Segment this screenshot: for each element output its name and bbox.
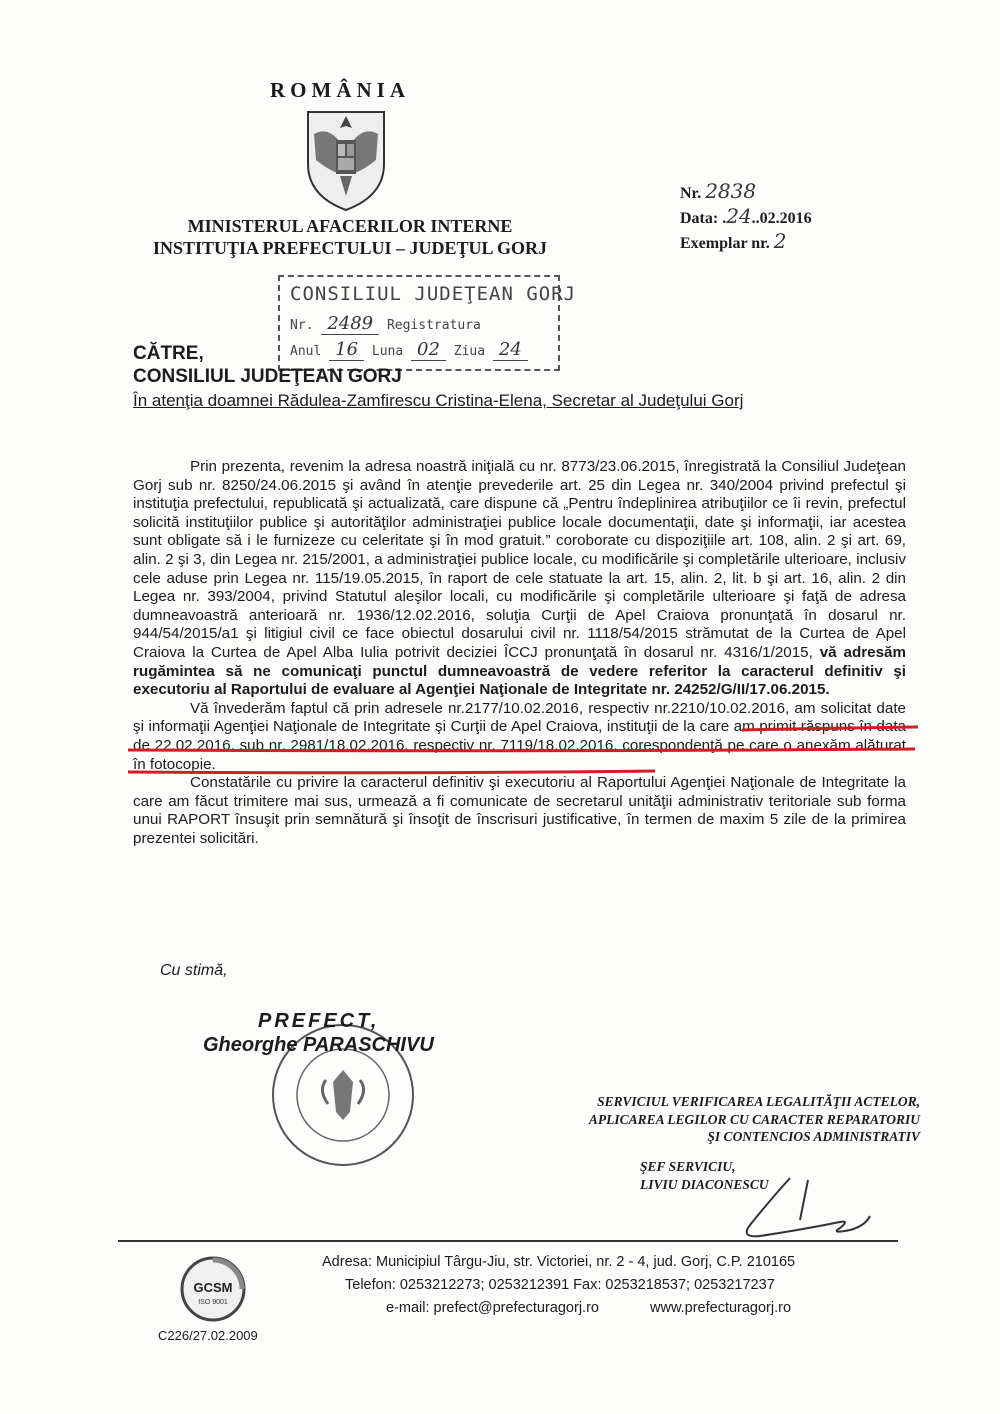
copy-value: 2 xyxy=(773,229,787,253)
footer-phone: Telefon: 0253212273; 0253212391 Fax: 0253218537; 0253217237 xyxy=(345,1277,775,1293)
to-label: CĂTRE, xyxy=(133,343,204,364)
document-meta: Nr. 2838 Data: .24..02.2016 Exemplar nr. 2 xyxy=(680,179,812,253)
chief-name: LIVIU DIACONESCU xyxy=(640,1176,769,1192)
footer-divider xyxy=(118,1240,898,1242)
service-block xyxy=(530,1093,920,1146)
handwritten-signature xyxy=(690,1170,880,1250)
iso-label: ISO 9001 xyxy=(198,1299,228,1306)
stamp-registry: Registratura xyxy=(386,318,481,333)
certificate-code: C226/27.02.2009 xyxy=(158,1328,258,1343)
country-heading: ROMÂNIA xyxy=(270,78,410,102)
paragraph-1-request: vă adresăm rugămintea să ne comunicaţi punctul dumneavoastră de vedere referitor la caracterul definitiv şi executoriu al Raportului de evaluare al Agenţiei Naţionale de Integritate nr. 24252/G/II/17.06.2015. xyxy=(133,643,906,699)
nr-label: Nr. xyxy=(680,185,702,202)
attention-line: În atenţia doamnei Rădulea-Zamfirescu Cristina-Elena, Secretar al Judeţului Gorj xyxy=(133,391,744,410)
paragraph-1-text: Prin prezenta, revenim la adresa noastră iniţială cu nr. 8773/23.06.2015, înregistrată la Consiliul Judeţean Gorj sub nr. 8250/24.06.2015 şi având în atenţie prevederile art. 25 din Legea nr. 340/2004 privind prefectul şi instituţia prefectului, republicată şi actualizată, care dispune că „Pentru îndeplinirea atribuţiilor ce îi revin, prefectul solicită instituţiilor publice şi autorităţilor administraţiei publice locale documentaţii, date şi informaţii, iar acestea sunt obligate să i le furnizeze cu celeritate şi în mod gratuit.” coroborate cu dispoziţiile art. 108, alin. 2 şi art. 69, alin. 2 şi 3, din Legea nr. 215/2001, a administraţiei publice locale, cu modificările şi completările ulterioare, inclusiv cele aduse prin Legea nr. 115/19.05.2015, în raport de cele statuate la art. 15, alin. 2, lit. b şi art. 16, alin. 2 din Legea nr. 393/2004, privind Statutul aleşilor locali, cu modificările şi completările ulterioare şi faţă de adresa dumneavoastră anterioară nr. 1936/12.02.2016, soluţia Curţii de Apel Craiova pronunţată în dosarul nr. 944/54/2015/a1 şi litigiul civil ce face obiectul dosarului civil nr. 1118/54/2015 strămutat de la Curtea de Apel Craiova la Curtea de Apel Alba Iulia potrivit deciziei ÎCCJ pronunţată în dosarul nr. 4316/1/2015, xyxy=(133,458,906,661)
ministry-name: MINISTERUL AFACERILOR INTERNE xyxy=(187,216,513,236)
stamp-year-label: Anul xyxy=(290,344,322,359)
recipient-block xyxy=(133,342,402,388)
coat-of-arms-icon xyxy=(300,104,392,212)
paragraph-2: Vă învederăm faptul că prin adresele nr.2177/10.02.2016, respectiv nr.2210/10.02.2016, am solicitat date şi informaţii Agenţiei Naţionale de Integritate şi Curţii de Apel Craiova, instituţii de la care am primit răspuns în data de 22.02.2016, sub nr. 2981/18.02.2016, respectiv nr. 7119/18.02.2016, corespondenţă pe care o anexăm alăturat în fotocopie. xyxy=(133,699,906,773)
paragraph-1 xyxy=(133,458,906,700)
institution-name: INSTITUŢIA PREFECTULUI – JUDEŢUL GORJ xyxy=(152,238,548,258)
stamp-month-value: 02 xyxy=(411,339,446,361)
stamp-day-label: Ziua xyxy=(453,344,486,359)
stamp-day-value: 24 xyxy=(493,339,528,361)
paragraph-3: Constatările cu privire la caracterul definitiv şi executoriu al Raportului Agenţiei Naţionale de Integritate la care am făcut trimitere mai sus, urmează a fi comunicate de secretarul unităţii administrativ teritoriale sub forma unui RAPORT însuşit prin semnătură şi însoţit de înscrisuri justificative, în termen de maxim 5 zile de la primirea prezentei solicitări. xyxy=(133,774,906,847)
stamp-nr-label: Nr. xyxy=(290,318,314,333)
signatory-title: PREFECT, xyxy=(258,1010,380,1032)
copy-label: Exemplar nr. xyxy=(680,235,770,252)
signatory-name: Gheorghe PARASCHIVU xyxy=(203,1034,434,1056)
stamp-year-value: 16 xyxy=(329,339,364,361)
letter-body xyxy=(133,458,906,848)
date-day: 24 xyxy=(726,204,752,228)
gcsm-label: GCSM xyxy=(193,1280,233,1295)
nr-value: 2838 xyxy=(705,179,757,203)
stamp-nr-value: 2489 xyxy=(321,313,379,335)
date-rest: ..02.2016 xyxy=(751,210,812,227)
date-label: Data: xyxy=(680,210,719,227)
ministry-heading xyxy=(135,215,565,259)
chief-title: ŞEF SERVICIU, xyxy=(640,1159,736,1174)
stamp-title: CONSILIUL JUDEŢEAN GORJ xyxy=(290,283,577,305)
service-line-3: ŞI CONTENCIOS ADMINISTRATIV xyxy=(707,1129,920,1144)
footer-address: Adresa: Municipiul Târgu-Jiu, str. Victoriei, nr. 2 - 4, jud. Gorj, C.P. 210165 xyxy=(322,1254,796,1270)
gcsm-certification-icon xyxy=(180,1256,246,1322)
footer-email: e-mail: prefect@prefecturagorj.ro xyxy=(386,1300,599,1316)
closing-salutation: Cu stimă, xyxy=(160,962,228,979)
footer-website: www.prefecturagorj.ro xyxy=(650,1300,792,1316)
service-line-2: APLICAREA LEGILOR CU CARACTER REPARATORIU xyxy=(588,1111,920,1127)
service-line-1: SERVICIUL VERIFICAREA LEGALITĂŢII ACTELOR, xyxy=(597,1094,920,1109)
stamp-month-label: Luna xyxy=(371,344,404,359)
to-name: CONSILIUL JUDEŢEAN GORJ xyxy=(133,366,402,387)
